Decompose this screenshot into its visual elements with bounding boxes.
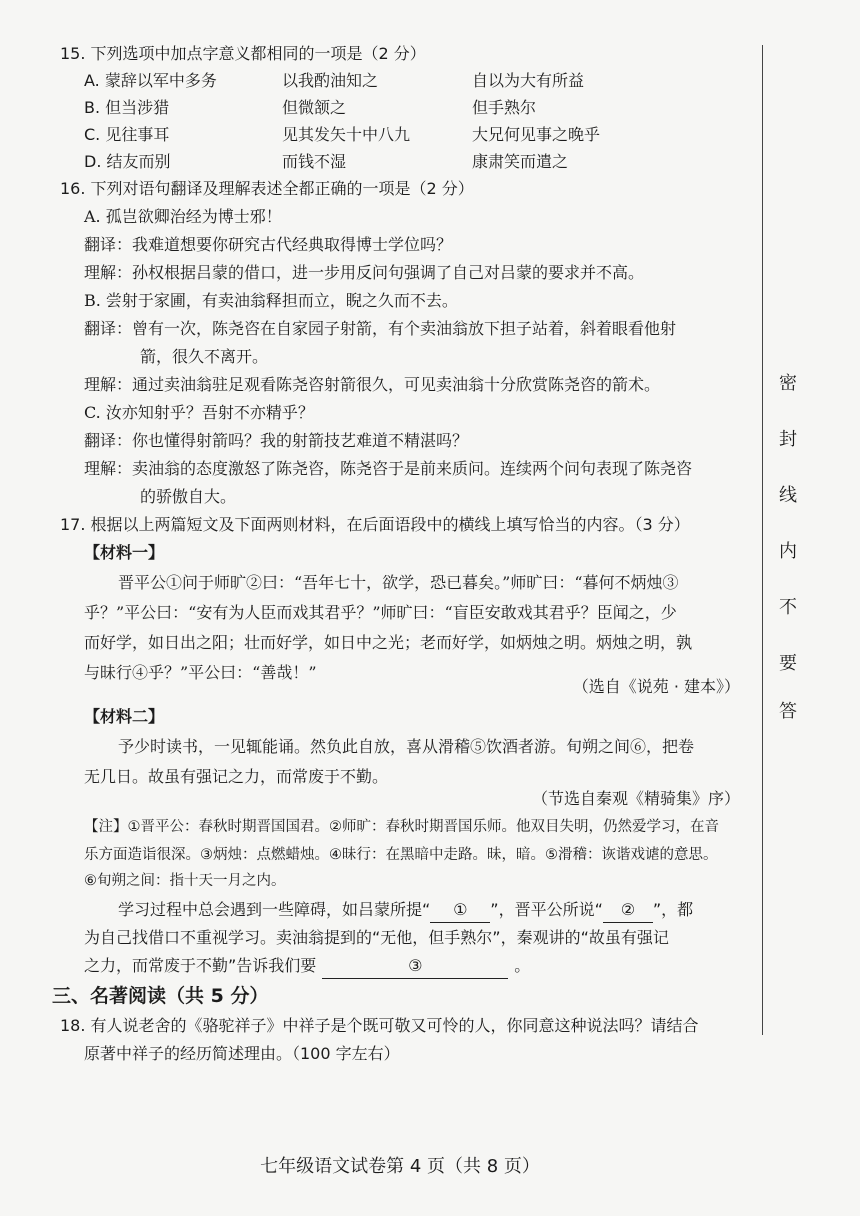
material-2-source: （节选自秦观《精骑集》序） [531,789,740,808]
q16-c-translate: 翻译：你也懂得射箭吗？我的射箭技艺难道不精湛吗？ [84,431,469,450]
blank-2[interactable]: ② [603,898,653,923]
q16-a-translate: 翻译：我难道想要你研究古代经典取得博士学位吗？ [84,235,453,254]
fill-text-f: 。 [514,956,531,975]
margin-char: 要 [779,653,797,674]
q18-line-1: 18. 有人说老舍的《骆驼祥子》中祥子是个既可敬又可怜的人，你同意这种说法吗？请结合 [60,1016,699,1035]
material-1-line-3: 而好学，如日出之阳；壮而好学，如日中之光；老而好学，如炳烛之明。炳烛之明，孰 [84,633,693,652]
material-1-line-1: 晋平公①问于师旷②曰：“吾年七十，欲学，恐已暮矣。”师旷曰：“暮何不炳烛③ [118,573,679,592]
fill-text-e: 之力，而常废于不勤”告诉我们要 [84,956,317,975]
q15-c-3: 大兄何见事之晚乎 [472,125,601,144]
page-footer: 七年级语文试卷第 4 页（共 8 页） [260,1156,540,1177]
q15-stem: 15. 下列选项中加点字意义都相同的一项是（2 分） [60,44,426,63]
material-2-line-2: 无几日。故虽有强记之力，而常废于不勤。 [84,767,389,786]
material-1-line-2: 乎？”平公曰：“安有为人臣而戏其君乎？”师旷曰：“盲臣安敢戏其君乎？臣闻之，少 [84,603,677,622]
q16-c-understand-1: 理解：卖油翁的态度激怒了陈尧咨，陈尧咨于是前来质问。连续两个问句表现了陈尧咨 [84,459,693,478]
q15-d-1: D. 结友而别 [84,152,171,171]
fill-text-b: ”，晋平公所说“ [490,900,603,919]
q15-b-3: 但手熟尔 [472,98,537,117]
margin-char: 答 [779,701,797,722]
q16-c-understand-2: 的骄傲自大。 [140,487,237,506]
q15-d-2: 而钱不湿 [282,152,347,171]
q18-line-2: 原著中祥子的经历简述理由。（100 字左右） [84,1044,400,1063]
blank-3[interactable]: ③ [322,954,508,979]
fill-text-a: 学习过程中总会遇到一些障碍，如吕蒙所提“ [118,900,431,919]
material-1-source: （选自《说苑 · 建本》） [572,677,740,696]
q16-a-understand: 理解：孙权根据吕蒙的借口，进一步用反问句强调了自己对吕蒙的要求并不高。 [84,263,645,282]
q16-a-text: A. 孤岂欲卿治经为博士邪！ [84,207,282,226]
note-line-3: ⑥旬朔之间：指十天一月之内。 [84,873,286,889]
fill-paragraph-line-3 [84,954,530,979]
material-1-title: 【材料一】 [84,543,165,562]
q16-b-text: B. 尝射于家圃，有卖油翁释担而立，睨之久而不去。 [84,291,458,310]
q15-b-1: B. 但当涉猎 [84,98,170,117]
section-3-title: 三、名著阅读（共 5 分） [52,985,269,1007]
fill-paragraph-line-2: 为自己找借口不重视学习。卖油翁提到的“无他，但手熟尔”，秦观讲的“故虽有强记 [84,928,669,947]
q16-c-text: C. 汝亦知射乎？吾射不亦精乎？ [84,403,314,422]
binding-line [762,45,763,1035]
material-1-line-4: 与昧行④乎？”平公曰：“善哉！” [84,663,317,682]
blank-1[interactable]: ① [430,898,490,923]
q15-a-1: A. 蒙辞以军中多务 [84,71,217,90]
margin-char: 内 [779,541,797,562]
note-line-1: 【注】①晋平公：春秋时期晋国国君。②师旷：春秋时期晋国乐师。他双目失明，仍然爱学习，在音 [84,819,719,835]
q16-b-translate-1: 翻译：曾有一次，陈尧咨在自家园子射箭，有个卖油翁放下担子站着，斜着眼看他射 [84,319,677,338]
q15-a-2: 以我酌油知之 [282,71,379,90]
note-line-2: 乐方面造诣很深。③炳烛：点燃蜡烛。④昧行：在黑暗中走路。昧，暗。⑤滑稽：诙谐戏谑的意思。 [84,847,718,863]
material-2-line-1: 予少时读书，一见辄能诵。然负此自放，喜从滑稽⑤饮酒者游。旬朔之间⑥，把卷 [118,737,695,756]
q15-c-2: 见其发矢十中八九 [282,125,411,144]
q15-a-3: 自以为大有所益 [472,71,585,90]
q15-b-2: 但微颔之 [282,98,347,117]
material-2-title: 【材料二】 [84,707,165,726]
fill-paragraph-line-1 [118,898,693,923]
q16-stem: 16. 下列对语句翻译及理解表述全都正确的一项是（2 分） [60,179,474,198]
q15-c-1: C. 见往事耳 [84,125,170,144]
q17-stem: 17. 根据以上两篇短文及下面两则材料，在后面语段中的横线上填写恰当的内容。（3 分） [60,515,690,534]
q16-b-understand: 理解：通过卖油翁驻足观看陈尧咨射箭很久，可见卖油翁十分欣赏陈尧咨的箭术。 [84,375,661,394]
margin-char: 密 [779,373,797,394]
fill-text-c: ”，都 [652,900,694,919]
margin-char: 封 [779,429,797,450]
margin-char: 线 [779,485,797,506]
q16-b-translate-2: 箭，很久不离开。 [140,347,269,366]
margin-char: 不 [779,597,797,618]
q15-d-3: 康肃笑而遣之 [472,152,569,171]
